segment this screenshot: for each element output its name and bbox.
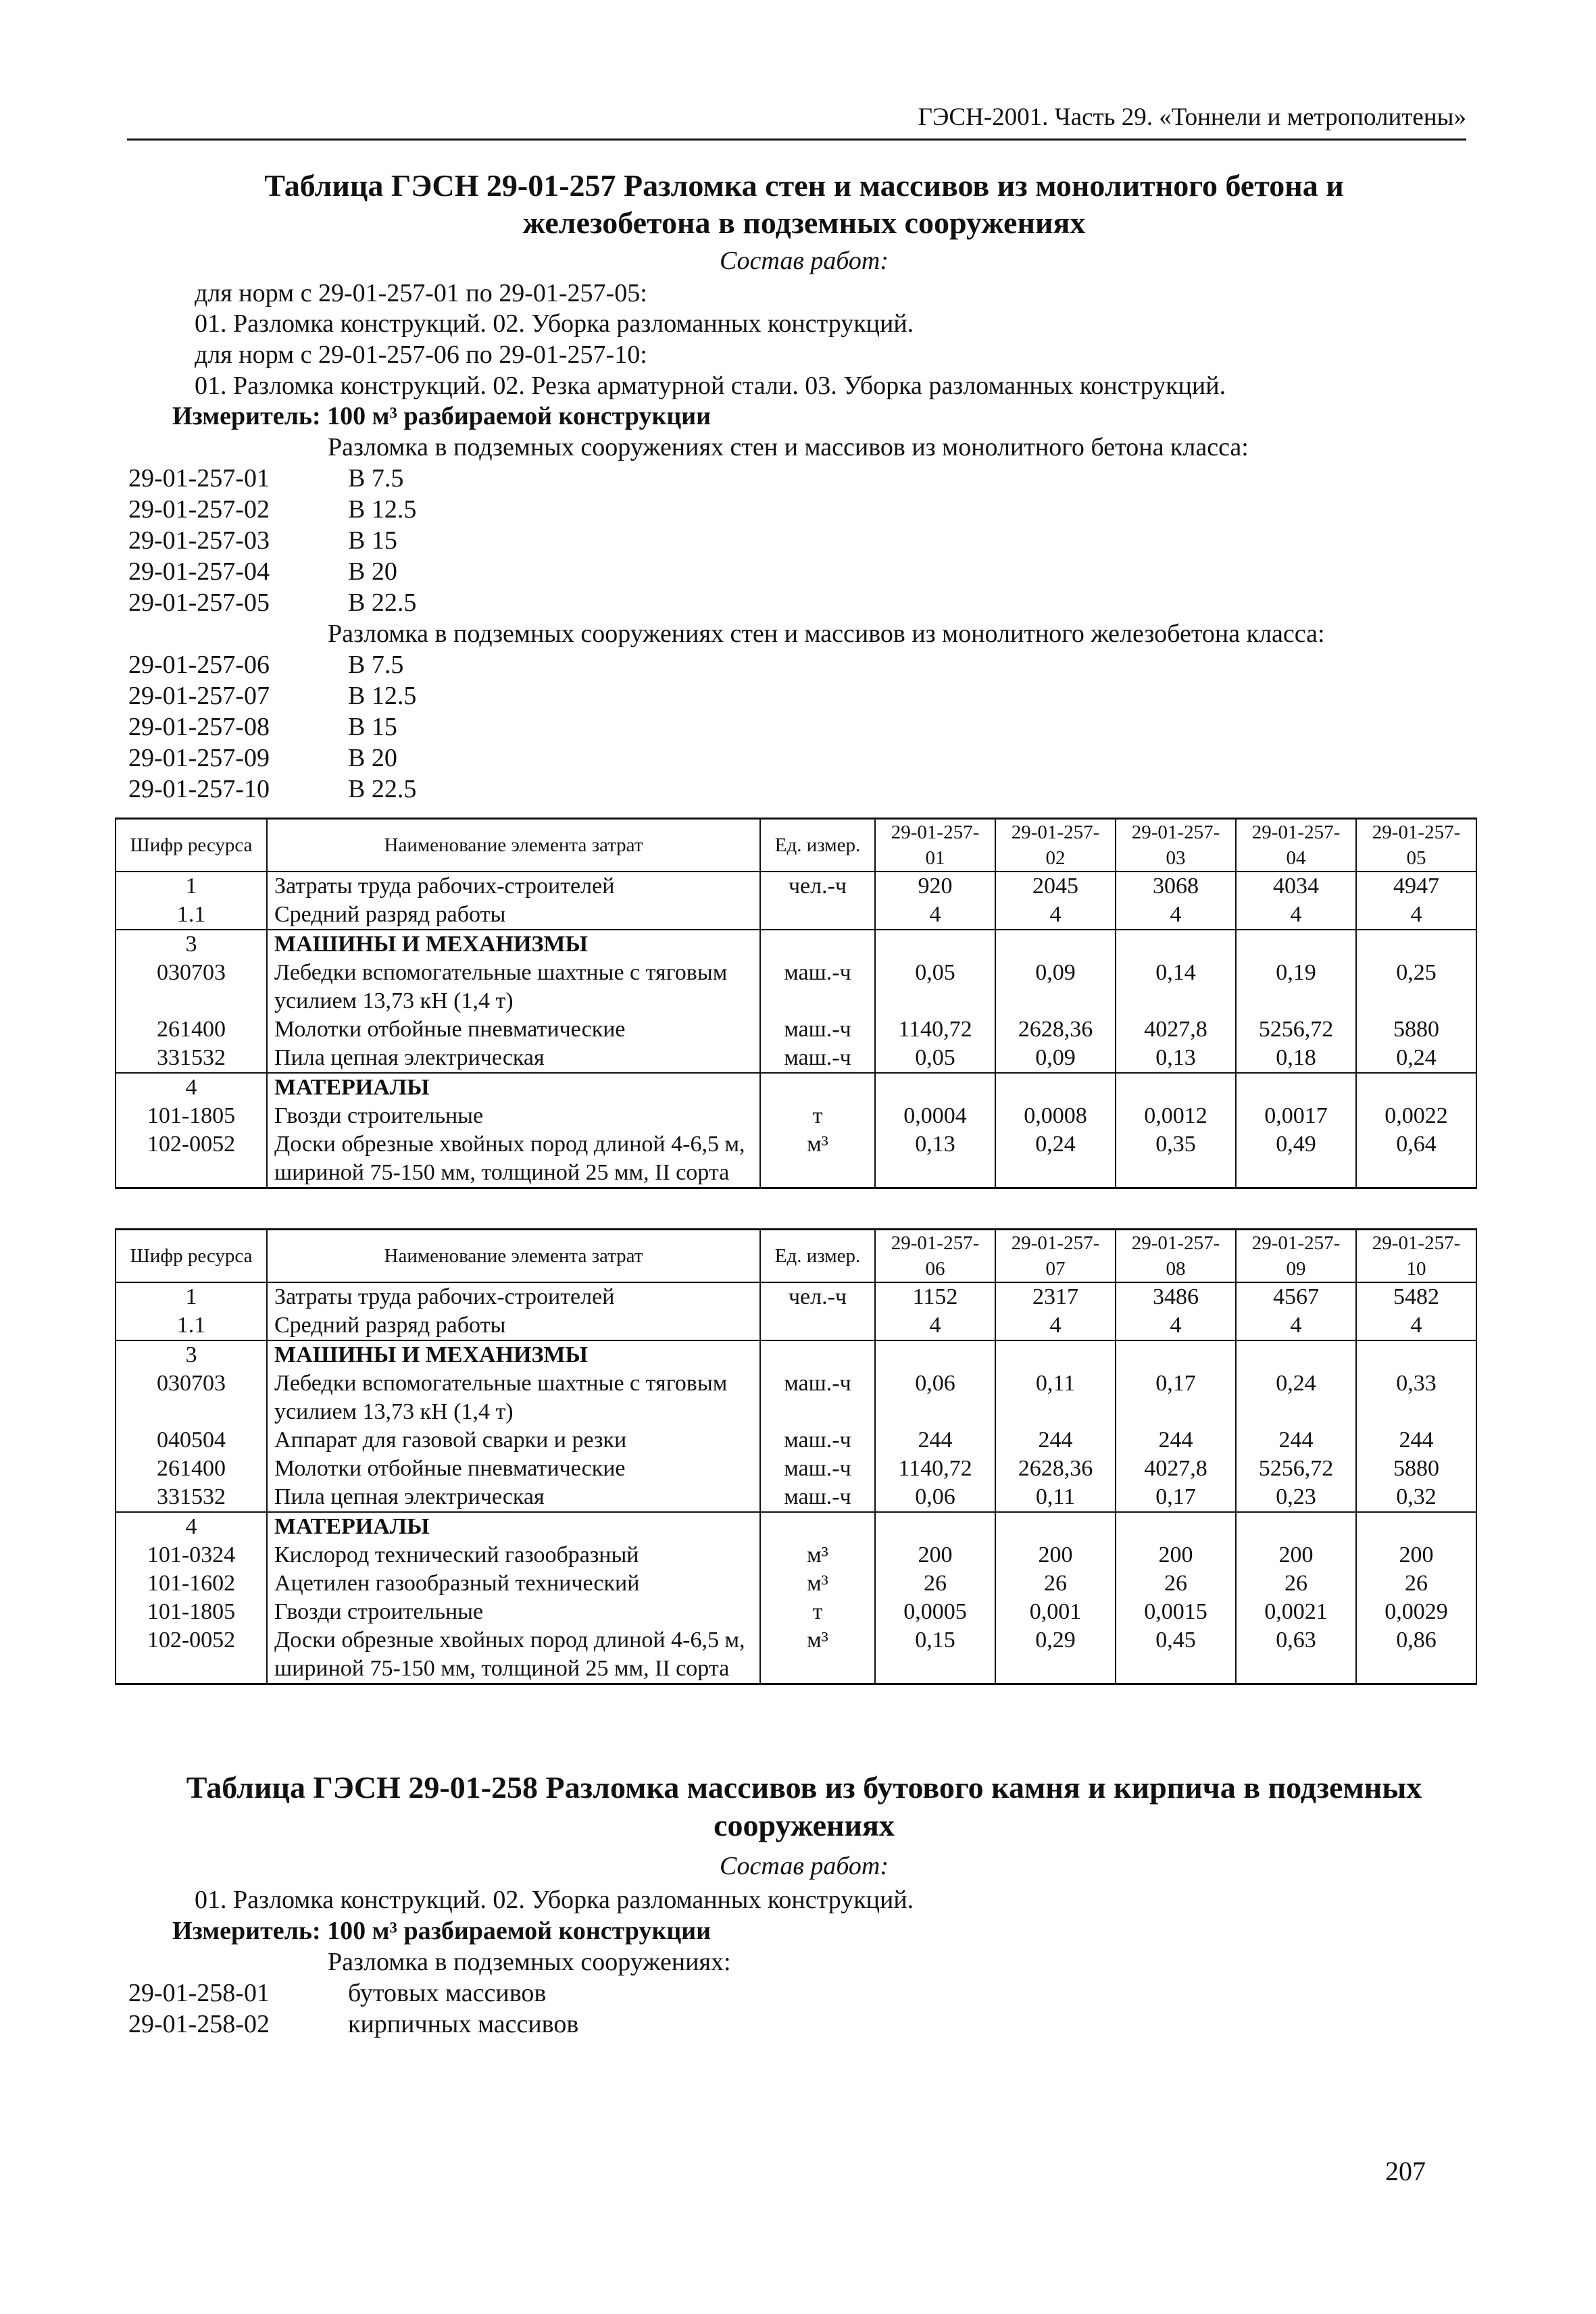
norm-value: 0,001	[995, 1598, 1116, 1626]
norm-code: 29-01-257-06	[128, 651, 270, 679]
table-row	[116, 1015, 1476, 1044]
concrete-class: В 20	[348, 744, 397, 772]
norm-value: 0,0008	[995, 1102, 1116, 1130]
norm-value: 4027,8	[1116, 1015, 1236, 1044]
element-name: Молотки отбойные пневматические	[267, 1015, 760, 1044]
element-name: Доски обрезные хвойных пород длиной 4-6,5 м, шириной 75-150 мм, толщиной 25 мм, II сорта	[267, 1626, 760, 1684]
norm-value: 0,49	[1236, 1130, 1356, 1188]
resource-code: 261400	[116, 1455, 267, 1483]
resource-code: 1.1	[116, 1311, 267, 1340]
norm-value: 26	[875, 1569, 995, 1598]
resource-code: 102-0052	[116, 1626, 267, 1684]
norm-value: 0,17	[1116, 1483, 1236, 1512]
unit: м³	[760, 1541, 875, 1569]
norm-value	[1116, 930, 1236, 959]
norm-value: 244	[995, 1426, 1116, 1455]
norm-value	[875, 930, 995, 959]
norm-value	[995, 1340, 1116, 1369]
table-row	[116, 872, 1476, 901]
header-norm-code: 29-01-257-01	[875, 819, 995, 872]
norm-value	[1236, 930, 1356, 959]
unit	[760, 1311, 875, 1340]
unit: маш.-ч	[760, 1044, 875, 1073]
norm-value: 4	[1116, 901, 1236, 930]
norm-value: 5256,72	[1236, 1455, 1356, 1483]
resource-code: 331532	[116, 1483, 267, 1512]
resource-code: 101-0324	[116, 1541, 267, 1569]
norm-value: 26	[995, 1569, 1116, 1598]
table-row	[116, 1426, 1476, 1455]
running-header: ГЭСН-2001. Часть 29. «Тоннели и метрополитены»	[918, 103, 1466, 131]
norm-value: 5880	[1356, 1455, 1476, 1483]
concrete-class: В 12.5	[348, 682, 417, 710]
norm-value: 0,24	[995, 1130, 1116, 1188]
concrete-class: В 15	[348, 526, 397, 555]
norm-value: 200	[875, 1541, 995, 1569]
table-258-work-composition-label: Состав работ:	[719, 1852, 889, 1880]
header-norm-code: 29-01-257-03	[1116, 819, 1236, 872]
norm-value: 3068	[1116, 872, 1236, 901]
norm-value: 200	[1236, 1541, 1356, 1569]
norm-code: 29-01-257-01	[128, 464, 270, 493]
concrete-class: В 12.5	[348, 495, 417, 524]
table-row	[116, 1569, 1476, 1598]
table-row	[116, 1282, 1476, 1311]
norm-value: 0,0029	[1356, 1598, 1476, 1626]
header-norm-code: 29-01-257-07	[995, 1230, 1116, 1283]
table-258-title-line1: Таблица ГЭСН 29-01-258 Разломка массивов из бутового камня и кирпича в подземных	[186, 1770, 1422, 1805]
norm-code: 29-01-258-02	[128, 2010, 270, 2038]
table-257-work-composition-label: Состав работ:	[719, 247, 889, 275]
norm-value: 0,29	[995, 1626, 1116, 1684]
concrete-class: В 22.5	[348, 775, 417, 803]
norm-code: 29-01-258-01	[128, 1979, 270, 2007]
norm-code: 29-01-257-04	[128, 557, 270, 586]
unit	[760, 930, 875, 959]
norm-value: 2317	[995, 1282, 1116, 1311]
resource-code: 030703	[116, 959, 267, 1015]
resource-code: 101-1805	[116, 1598, 267, 1626]
norm-code: 29-01-257-09	[128, 744, 270, 772]
table-258-meter: Измеритель: 100 м³ разбираемой конструкции	[172, 1917, 712, 1945]
norm-value: 0,24	[1236, 1369, 1356, 1426]
norm-value: 0,15	[875, 1626, 995, 1684]
norm-value	[875, 1512, 995, 1541]
table-257-title-line1: Таблица ГЭСН 29-01-257 Разломка стен и массивов из монолитного бетона и	[264, 168, 1344, 203]
concrete-class: В 7.5	[348, 464, 404, 493]
table-257-meter: Измеритель: 100 м³ разбираемой конструкции	[172, 402, 712, 430]
table-row	[116, 1130, 1476, 1188]
section-row	[116, 930, 1476, 959]
header-resource-code: Шифр ресурса	[116, 819, 267, 872]
norm-value: 200	[1116, 1541, 1236, 1569]
header-element-name: Наименование элемента затрат	[267, 1230, 760, 1283]
resource-code: 3	[116, 1340, 267, 1369]
element-name: Пила цепная электрическая	[267, 1044, 760, 1073]
unit	[760, 901, 875, 930]
norm-value	[1116, 1512, 1236, 1541]
norm-value	[1236, 1073, 1356, 1102]
norm-value	[875, 1073, 995, 1102]
norm-value: 0,05	[875, 1044, 995, 1073]
table-257-work-line: 01. Разломка конструкций. 02. Уборка разломанных конструкций.	[195, 309, 914, 338]
header-norm-code: 29-01-257-02	[995, 819, 1116, 872]
resource-table-2	[115, 1228, 1477, 1685]
norm-value: 26	[1116, 1569, 1236, 1598]
norm-value: 0,13	[1116, 1044, 1236, 1073]
unit: маш.-ч	[760, 1483, 875, 1512]
norm-value: 2628,36	[995, 1455, 1116, 1483]
table-row	[116, 1455, 1476, 1483]
norm-value: 0,86	[1356, 1626, 1476, 1684]
table-row	[116, 1369, 1476, 1426]
unit: маш.-ч	[760, 1015, 875, 1044]
norm-value: 0,33	[1356, 1369, 1476, 1426]
element-name: Доски обрезные хвойных пород длиной 4-6,5 м, шириной 75-150 мм, толщиной 25 мм, II сорта	[267, 1130, 760, 1188]
norm-value: 0,63	[1236, 1626, 1356, 1684]
table-row	[116, 1598, 1476, 1626]
table-257-work-line: для норм с 29-01-257-01 по 29-01-257-05:	[195, 279, 647, 307]
header-unit: Ед. измер.	[760, 819, 875, 872]
norm-code: 29-01-257-05	[128, 588, 270, 617]
unit: маш.-ч	[760, 1455, 875, 1483]
concrete-class: В 22.5	[348, 588, 417, 617]
norm-value: 4034	[1236, 872, 1356, 901]
norm-value	[1116, 1340, 1236, 1369]
group2-heading: Разломка в подземных сооружениях стен и массивов из монолитного железобетона класса:	[328, 620, 1325, 648]
norm-value: 0,09	[995, 1044, 1116, 1073]
element-name: Аппарат для газовой сварки и резки	[267, 1426, 760, 1455]
resource-code: 102-0052	[116, 1130, 267, 1188]
page-number: 207	[1385, 2156, 1426, 2186]
norm-value	[1356, 930, 1476, 959]
norm-code: 29-01-257-08	[128, 713, 270, 741]
norm-value: 244	[1116, 1426, 1236, 1455]
norm-value: 0,24	[1356, 1044, 1476, 1073]
unit: т	[760, 1102, 875, 1130]
unit: м³	[760, 1130, 875, 1188]
norm-value	[1356, 1512, 1476, 1541]
norm-value: 0,0005	[875, 1598, 995, 1626]
norm-value: 5482	[1356, 1282, 1476, 1311]
norm-value: 0,11	[995, 1483, 1116, 1512]
norm-value: 0,0021	[1236, 1598, 1356, 1626]
unit: м³	[760, 1626, 875, 1684]
norm-value: 4947	[1356, 872, 1476, 901]
section-row	[116, 1073, 1476, 1102]
concrete-class: В 15	[348, 713, 397, 741]
table-257-work-line: для норм с 29-01-257-06 по 29-01-257-10:	[195, 341, 647, 369]
norm-value: 4027,8	[1116, 1455, 1236, 1483]
norm-code: 29-01-257-10	[128, 775, 270, 803]
resource-code: 331532	[116, 1044, 267, 1073]
norm-value: 200	[1356, 1541, 1476, 1569]
norm-code: 29-01-257-02	[128, 495, 270, 524]
element-name: Средний разряд работы	[267, 901, 760, 930]
section-row	[116, 1512, 1476, 1541]
element-name: Гвозди строительные	[267, 1598, 760, 1626]
norm-value	[1116, 1073, 1236, 1102]
element-name: Затраты труда рабочих-строителей	[267, 872, 760, 901]
header-norm-code: 29-01-257-04	[1236, 819, 1356, 872]
norm-value: 0,35	[1116, 1130, 1236, 1188]
norm-value: 4	[1236, 901, 1356, 930]
norm-value: 244	[1236, 1426, 1356, 1455]
norm-value	[1356, 1340, 1476, 1369]
element-name: Ацетилен газообразный технический	[267, 1569, 760, 1598]
norm-value	[995, 930, 1116, 959]
norm-name: кирпичных массивов	[348, 2010, 579, 2038]
header-norm-code: 29-01-257-09	[1236, 1230, 1356, 1283]
table-row	[116, 1044, 1476, 1073]
norm-value: 0,17	[1116, 1369, 1236, 1426]
resource-code: 040504	[116, 1426, 267, 1455]
unit: чел.-ч	[760, 1282, 875, 1311]
table-258-title-line2: сооружениях	[714, 1808, 895, 1842]
norm-value	[875, 1340, 995, 1369]
resource-table-1	[115, 818, 1477, 1189]
element-name: Лебедки вспомогательные шахтные с тяговым усилием 13,73 кН (1,4 т)	[267, 959, 760, 1015]
norm-value: 4	[875, 901, 995, 930]
norm-code: 29-01-257-03	[128, 526, 270, 555]
norm-value: 0,0017	[1236, 1102, 1356, 1130]
norm-value: 4	[995, 1311, 1116, 1340]
header-element-name: Наименование элемента затрат	[267, 819, 760, 872]
norm-value	[995, 1512, 1116, 1541]
norm-value: 2045	[995, 872, 1116, 901]
norm-value: 4	[1356, 901, 1476, 930]
section-row	[116, 1340, 1476, 1369]
norm-value	[1236, 1340, 1356, 1369]
norm-value: 0,19	[1236, 959, 1356, 1015]
resource-code: 261400	[116, 1015, 267, 1044]
unit: м³	[760, 1569, 875, 1598]
table-row	[116, 959, 1476, 1015]
resource-code: 1	[116, 1282, 267, 1311]
norm-value: 0,0015	[1116, 1598, 1236, 1626]
norm-value: 920	[875, 872, 995, 901]
norm-value: 0,23	[1236, 1483, 1356, 1512]
norm-value: 5880	[1356, 1015, 1476, 1044]
norm-value: 4	[875, 1311, 995, 1340]
norm-value: 0,05	[875, 959, 995, 1015]
norm-value: 5256,72	[1236, 1015, 1356, 1044]
table-row	[116, 1626, 1476, 1684]
unit: маш.-ч	[760, 1426, 875, 1455]
norm-value: 2628,36	[995, 1015, 1116, 1044]
norm-value: 244	[1356, 1426, 1476, 1455]
norm-value: 0,0004	[875, 1102, 995, 1130]
norm-value: 0,0012	[1116, 1102, 1236, 1130]
header-norm-code: 29-01-257-10	[1356, 1230, 1476, 1283]
concrete-class: В 20	[348, 557, 397, 586]
norm-value: 0,0022	[1356, 1102, 1476, 1130]
norm-value: 0,18	[1236, 1044, 1356, 1073]
resource-code: 1	[116, 872, 267, 901]
element-name: МАТЕРИАЛЫ	[267, 1073, 760, 1102]
norm-value: 26	[1356, 1569, 1476, 1598]
unit: маш.-ч	[760, 959, 875, 1015]
table-row	[116, 1541, 1476, 1569]
element-name: МАТЕРИАЛЫ	[267, 1512, 760, 1541]
norm-value: 3486	[1116, 1282, 1236, 1311]
header-rule	[127, 139, 1466, 141]
table-258-work-line: 01. Разломка конструкций. 02. Уборка разломанных конструкций.	[195, 1886, 914, 1914]
element-name: Средний разряд работы	[267, 1311, 760, 1340]
table-row	[116, 1102, 1476, 1130]
norm-value: 0,25	[1356, 959, 1476, 1015]
norm-value: 4	[1116, 1311, 1236, 1340]
element-name: Затраты труда рабочих-строителей	[267, 1282, 760, 1311]
norm-value: 4	[1356, 1311, 1476, 1340]
element-name: МАШИНЫ И МЕХАНИЗМЫ	[267, 930, 760, 959]
norm-code: 29-01-257-07	[128, 682, 270, 710]
norm-value: 4	[1236, 1311, 1356, 1340]
header-norm-code: 29-01-257-06	[875, 1230, 995, 1283]
table-257-work-line: 01. Разломка конструкций. 02. Резка арматурной стали. 03. Уборка разломанных конструкций.	[195, 372, 1226, 400]
norm-value	[1236, 1512, 1356, 1541]
unit	[760, 1073, 875, 1102]
norm-value	[995, 1073, 1116, 1102]
norm-value: 1140,72	[875, 1455, 995, 1483]
table-row	[116, 901, 1476, 930]
resource-code: 4	[116, 1073, 267, 1102]
unit	[760, 1340, 875, 1369]
header-unit: Ед. измер.	[760, 1230, 875, 1283]
norm-value: 200	[995, 1541, 1116, 1569]
unit: маш.-ч	[760, 1369, 875, 1426]
norm-value: 1152	[875, 1282, 995, 1311]
element-name: МАШИНЫ И МЕХАНИЗМЫ	[267, 1340, 760, 1369]
resource-code: 101-1805	[116, 1102, 267, 1130]
group1-heading: Разломка в подземных сооружениях стен и массивов из монолитного бетона класса:	[328, 433, 1249, 461]
norm-value: 0,06	[875, 1483, 995, 1512]
norm-value: 0,45	[1116, 1626, 1236, 1684]
element-name: Кислород технический газообразный	[267, 1541, 760, 1569]
resource-code: 101-1602	[116, 1569, 267, 1598]
resource-code: 4	[116, 1512, 267, 1541]
norm-name: бутовых массивов	[348, 1979, 547, 2007]
element-name: Лебедки вспомогательные шахтные с тяговым усилием 13,73 кН (1,4 т)	[267, 1369, 760, 1426]
norm-value: 26	[1236, 1569, 1356, 1598]
resource-code: 3	[116, 930, 267, 959]
table-row	[116, 1483, 1476, 1512]
header-norm-code: 29-01-257-08	[1116, 1230, 1236, 1283]
unit	[760, 1512, 875, 1541]
norm-value: 244	[875, 1426, 995, 1455]
norm-value: 0,13	[875, 1130, 995, 1188]
element-name: Молотки отбойные пневматические	[267, 1455, 760, 1483]
table-257-title-line2: железобетона в подземных сооружениях	[522, 205, 1086, 240]
norm-value: 0,64	[1356, 1130, 1476, 1188]
norm-value: 0,32	[1356, 1483, 1476, 1512]
resource-code: 030703	[116, 1369, 267, 1426]
norm-value: 4567	[1236, 1282, 1356, 1311]
element-name: Гвозди строительные	[267, 1102, 760, 1130]
norm-value: 0,14	[1116, 959, 1236, 1015]
norm-value	[1356, 1073, 1476, 1102]
unit: т	[760, 1598, 875, 1626]
norm-value: 0,06	[875, 1369, 995, 1426]
resource-code: 1.1	[116, 901, 267, 930]
norm-value: 0,09	[995, 959, 1116, 1015]
norm-value: 0,11	[995, 1369, 1116, 1426]
table-258-group-heading: Разломка в подземных сооружениях:	[328, 1948, 731, 1976]
unit: чел.-ч	[760, 872, 875, 901]
norm-value: 4	[995, 901, 1116, 930]
header-norm-code: 29-01-257-05	[1356, 819, 1476, 872]
header-resource-code: Шифр ресурса	[116, 1230, 267, 1283]
norm-value: 1140,72	[875, 1015, 995, 1044]
concrete-class: В 7.5	[348, 651, 404, 679]
element-name: Пила цепная электрическая	[267, 1483, 760, 1512]
table-row	[116, 1311, 1476, 1340]
